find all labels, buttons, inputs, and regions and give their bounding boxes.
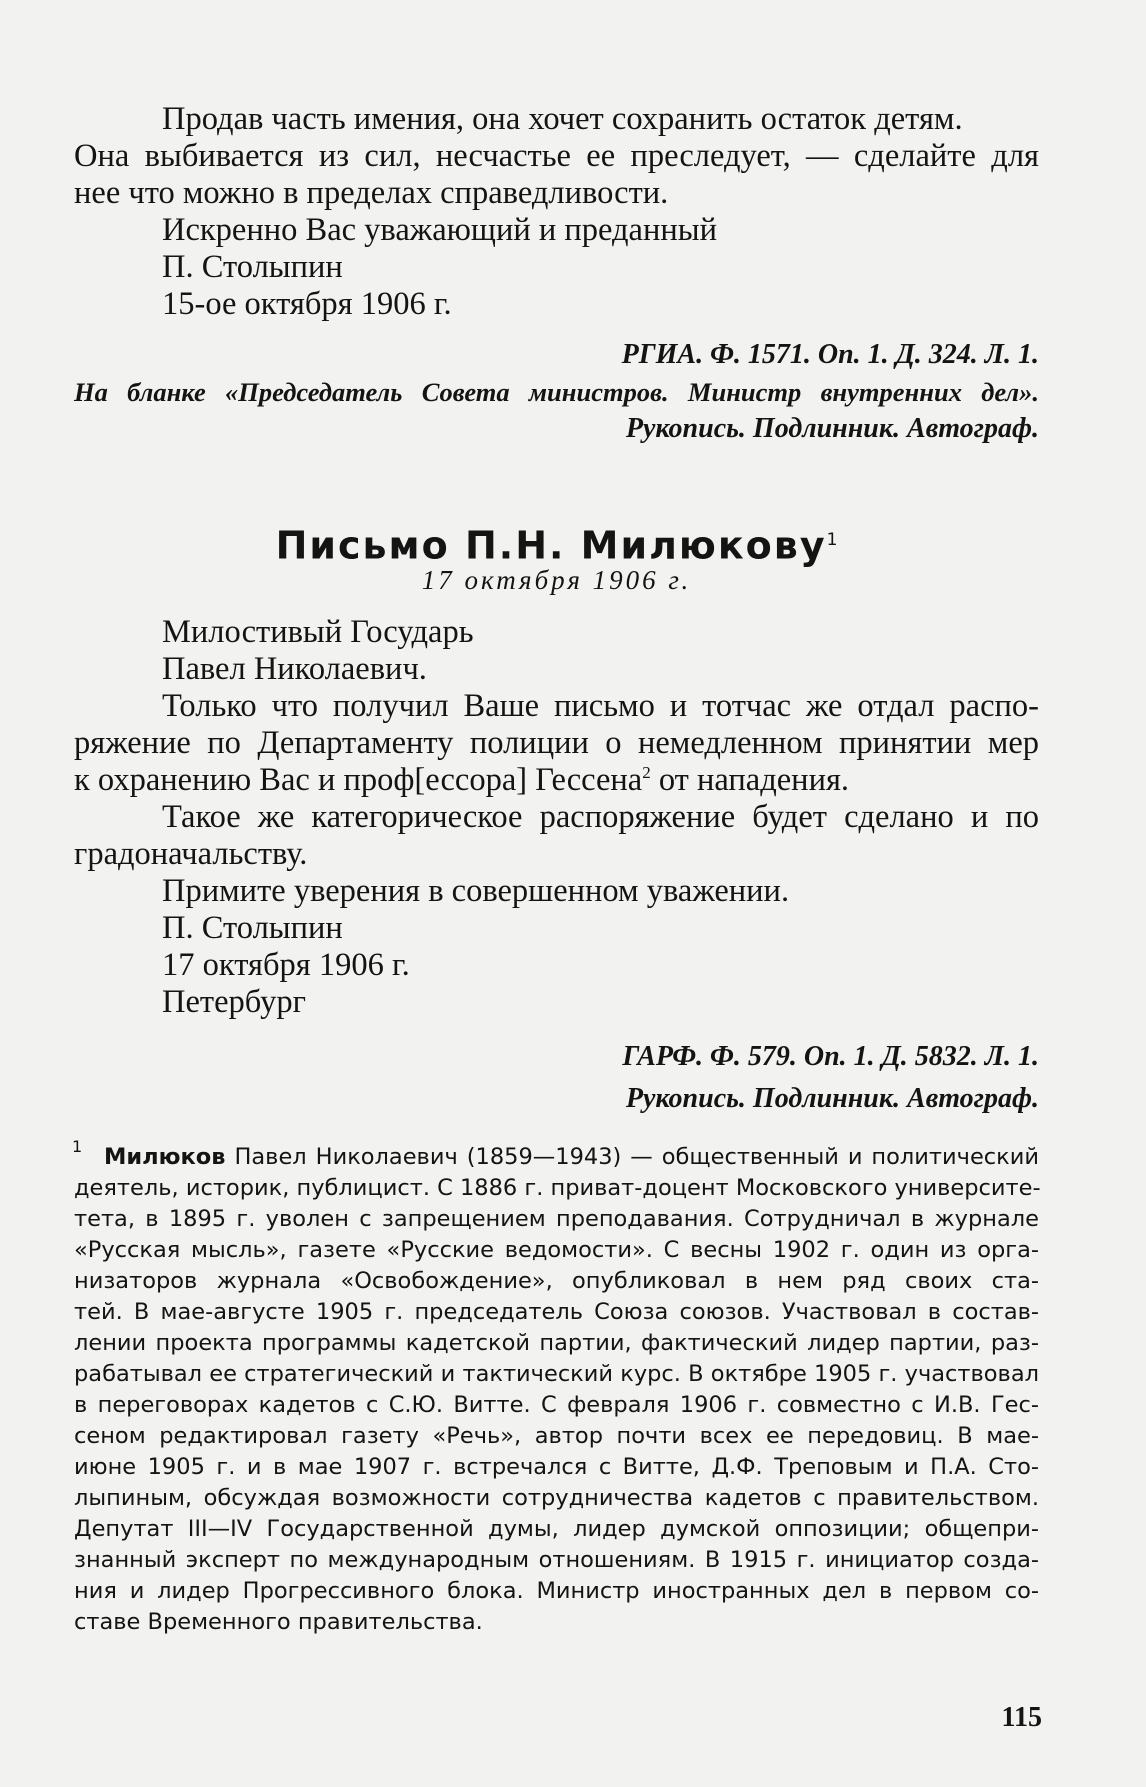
footnote-line: ставе Временного правительства. bbox=[74, 1609, 483, 1635]
footnote-line: сеном редактировал газету «Речь», автор почти всех ее передовиц. В мае- bbox=[74, 1423, 1039, 1449]
footnote-text: Павел Николаевич (1859—1943) — общественный и политический bbox=[225, 1144, 1039, 1170]
letter1-archive: РГИА. Ф. 1571. Оп. 1. Д. 324. Л. 1. bbox=[621, 339, 1039, 370]
footnote-line: Депутат III—IV Государственной думы, лидер думской оппозиции; общепри- bbox=[74, 1516, 1039, 1542]
footnote-line: лыпиным, обсуждая возможности сотрудничества кадетов с правительством. bbox=[74, 1485, 1039, 1511]
footnote-line: июне 1905 г. и в мае 1907 г. встречался с Витте, Д.Ф. Треповым и П.А. Сто- bbox=[74, 1454, 1039, 1480]
footnote-line: тей. В мае-августе 1905 г. председатель Союза союзов. Участвовал в состав- bbox=[74, 1299, 1039, 1325]
letter2-status: Рукопись. Подлинник. Автограф. bbox=[625, 1083, 1039, 1114]
letter2-body-line: Примите уверения в совершенном уважении. bbox=[162, 873, 790, 909]
letter1-closing: Искренно Вас уважающий и преданный bbox=[162, 212, 717, 248]
footnote-line: лении проекта программы кадетской партии, фактический лидер партии, раз- bbox=[74, 1330, 1039, 1356]
letter2-body-line: Такое же категорическое распоряжение будет сделано и по bbox=[162, 799, 1039, 835]
page-number: 115 bbox=[1001, 1702, 1042, 1733]
letter2-body-text: от нападения. bbox=[650, 762, 850, 798]
letter2-salutation-name: Павел Николаевич. bbox=[162, 651, 427, 687]
letter2-place: Петербург bbox=[162, 984, 306, 1020]
letter1-blank-note: На бланке «Председатель Совета министров. Министр внутренних дел». bbox=[74, 377, 1039, 407]
footnote-line bbox=[74, 1142, 1039, 1173]
letter2-body-line: градоначальству. bbox=[74, 836, 308, 872]
letter2-signature: П. Столыпин bbox=[162, 910, 343, 946]
footnote-name: Милюков bbox=[104, 1144, 226, 1170]
letter1-line: нее что можно в пределах справедливости. bbox=[74, 175, 669, 211]
letter2-body-text: к охранению Вас и проф[ессора] Гессена bbox=[74, 762, 643, 798]
letter2-body-line: Только что получил Ваше письмо и тотчас же отдал распо- bbox=[162, 688, 1039, 724]
footnote-mark: 1 bbox=[72, 1137, 83, 1156]
letter2-sign-date: 17 октября 1906 г. bbox=[162, 947, 410, 983]
letter1-date: 15-ое октября 1906 г. bbox=[162, 286, 452, 322]
letter2-source bbox=[74, 1038, 1039, 1118]
letter2-body-line: ряжение по Департаменту полиции о немедленном принятии мер bbox=[74, 725, 1039, 761]
letter2-body-line bbox=[74, 762, 1039, 799]
footnote-line: ния и лидер Прогрессивного блока. Министр иностранных дел в первом со- bbox=[74, 1578, 1039, 1604]
letter1-status: Рукопись. Подлинник. Автограф. bbox=[625, 413, 1039, 444]
letter2-date: 17 октября 1906 г. bbox=[421, 565, 692, 595]
footnote-line: «Русская мысль», газете «Русские ведомости». С весны 1902 г. один из орга- bbox=[74, 1237, 1039, 1263]
letter1-text bbox=[74, 101, 1039, 323]
footnote-line: тета, в 1895 г. уволен с запрещением преподавания. Сотрудничал в журнале bbox=[74, 1206, 1039, 1232]
footnote-ref: 2 bbox=[642, 763, 651, 783]
footnote-line: низаторов журнала «Освобождение», опубликовал в нем ряд своих ста- bbox=[74, 1268, 1039, 1294]
letter2-salutation: Милостивый Государь bbox=[162, 614, 474, 650]
letter2-text bbox=[74, 614, 1039, 1021]
footnote-line: деятель, историк, публицист. С 1886 г. приват-доцент Московского университе- bbox=[74, 1175, 1041, 1201]
letter2-title-text: Письмо П.Н. Милюкову bbox=[275, 523, 827, 568]
footnote-line: рабатывал ее стратегический и тактический курс. В октябре 1905 г. участвовал bbox=[74, 1361, 1039, 1387]
letter2-archive: ГАРФ. Ф. 579. Оп. 1. Д. 5832. Л. 1. bbox=[622, 1041, 1039, 1072]
letter1-line: Она выбивается из сил, несчастье ее преследует, — сделайте для bbox=[74, 138, 1039, 174]
letter2-title-footnote-ref: 1 bbox=[826, 530, 838, 550]
letter1-signature: П. Столыпин bbox=[162, 249, 343, 285]
footnote-line: в переговорах кадетов с С.Ю. Витте. С февраля 1906 г. совместно с И.В. Гес- bbox=[74, 1392, 1039, 1418]
footnote bbox=[72, 1137, 1041, 1638]
letter1-line: Продав часть имения, она хочет сохранить остаток детям. bbox=[162, 101, 963, 137]
footnote-line: знанный эксперт по международным отношениям. В 1915 г. инициатор созда- bbox=[74, 1547, 1039, 1573]
letter1-source bbox=[74, 336, 1039, 448]
